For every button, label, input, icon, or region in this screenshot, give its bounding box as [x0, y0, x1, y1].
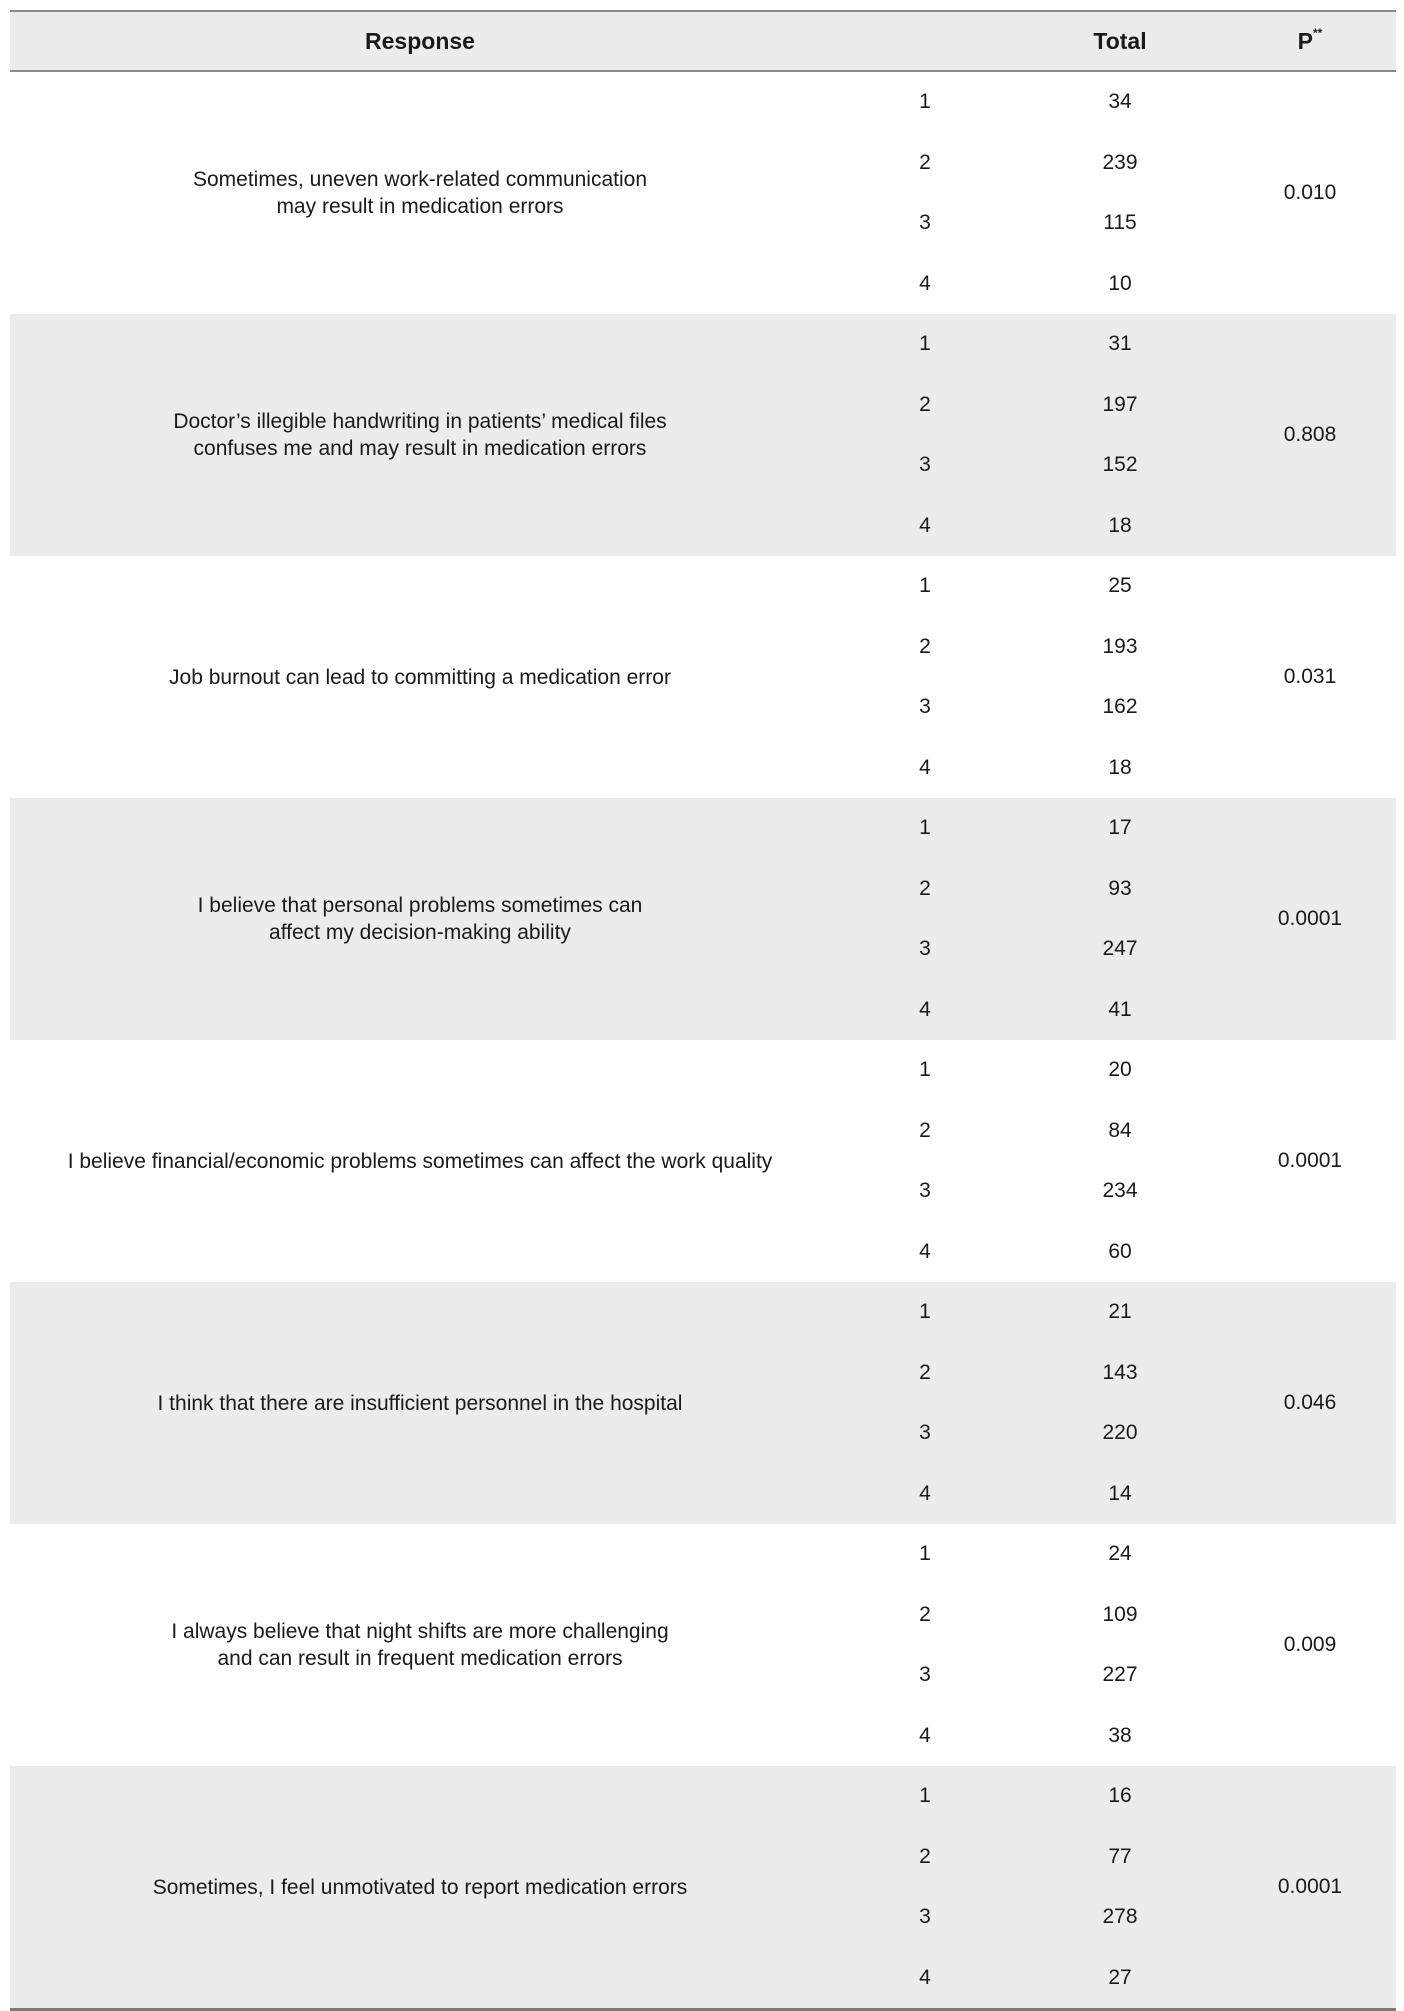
statement-line: Doctor’s illegible handwriting in patients’ medical files [173, 410, 667, 433]
statement-cell [10, 556, 830, 798]
total-cell: 20 [1108, 1058, 1132, 1081]
total-cell: 10 [1108, 271, 1132, 295]
table-header [10, 10, 1396, 72]
total-cell: 152 [1102, 453, 1138, 476]
statement-cell [10, 1040, 830, 1282]
score-cell: 3 [919, 937, 931, 960]
total-cell: 93 [1108, 876, 1132, 900]
score-cell: 3 [919, 1905, 931, 1928]
statement-line: I think that there are insufficient personnel in the hospital [157, 1391, 683, 1415]
score-cell: 1 [919, 1784, 931, 1807]
total-cell: 21 [1108, 1300, 1132, 1323]
statement-line: Sometimes, uneven work-related communication [192, 168, 648, 191]
statement-cell [10, 1524, 830, 1766]
score-cell: 2 [919, 1602, 931, 1626]
total-cell: 34 [1108, 90, 1132, 113]
statement-text [68, 1148, 773, 1175]
total-cell: 31 [1108, 332, 1132, 355]
score-cell: 4 [919, 1965, 931, 1989]
total-cell: 162 [1102, 695, 1138, 718]
survey-table [10, 10, 1396, 2011]
statement-line: confuses me and may result in medication errors [193, 437, 647, 460]
total-cell: 143 [1102, 1360, 1138, 1384]
table-row-group [10, 72, 1396, 314]
statement-line: affect my decision-making ability [269, 921, 571, 944]
total-cell: 234 [1102, 1179, 1138, 1202]
score-cell: 2 [919, 1118, 931, 1142]
statement-text [153, 1874, 688, 1901]
score-cell: 3 [919, 695, 931, 718]
header-total: Total [1093, 28, 1147, 54]
score-cell: 4 [919, 271, 931, 295]
score-cell: 3 [919, 1663, 931, 1686]
statement-cell [10, 1766, 830, 2008]
statement-cell [10, 1282, 830, 1524]
statement-text [173, 408, 666, 462]
score-cell: 2 [919, 392, 931, 416]
total-cell: 227 [1102, 1663, 1138, 1686]
total-cell: 18 [1108, 513, 1132, 537]
statement-line: Job burnout can lead to committing a medication error [169, 665, 671, 689]
score-cell: 4 [919, 513, 931, 537]
score-cell: 4 [919, 1239, 931, 1263]
statement-line: Sometimes, I feel unmotivated to report medication errors [152, 1875, 688, 1899]
total-cell: 25 [1108, 574, 1132, 597]
score-cell: 2 [919, 150, 931, 174]
score-cell: 4 [919, 1723, 931, 1747]
total-cell: 247 [1102, 937, 1138, 960]
p-value-cell: 0.031 [1283, 665, 1337, 688]
statement-cell [10, 72, 830, 314]
statement-text [198, 892, 643, 946]
score-cell: 2 [919, 634, 931, 658]
header-p-superscript: ** [1313, 26, 1323, 40]
total-cell: 17 [1108, 816, 1132, 839]
table-row-group [10, 798, 1396, 1040]
total-cell: 220 [1102, 1421, 1138, 1444]
score-cell: 1 [919, 816, 931, 839]
statement-line: I always believe that night shifts are more challenging [171, 1620, 669, 1643]
table-row-group [10, 1766, 1396, 2008]
p-value-cell: 0.010 [1283, 181, 1337, 204]
table-row-group [10, 1524, 1396, 1766]
statement-line: may result in medication errors [276, 195, 564, 218]
score-cell: 2 [919, 876, 931, 900]
total-cell: 278 [1102, 1905, 1138, 1928]
total-cell: 41 [1108, 997, 1132, 1021]
total-cell: 197 [1102, 392, 1138, 416]
table-row-group [10, 314, 1396, 556]
score-cell: 2 [919, 1844, 931, 1868]
header-p-label: P [1297, 28, 1313, 54]
score-cell: 3 [919, 211, 931, 234]
score-cell: 4 [919, 755, 931, 779]
header-response: Response [365, 28, 475, 54]
total-cell: 27 [1108, 1965, 1132, 1989]
total-cell: 18 [1108, 755, 1132, 779]
statement-text [169, 664, 671, 691]
statement-cell [10, 798, 830, 1040]
statement-line: and can result in frequent medication errors [217, 1647, 623, 1670]
total-cell: 84 [1108, 1118, 1132, 1142]
statement-text [171, 1618, 668, 1672]
total-cell: 24 [1108, 1542, 1132, 1565]
p-value-cell: 0.046 [1283, 1391, 1337, 1414]
statement-cell [10, 314, 830, 556]
score-cell: 4 [919, 1481, 931, 1505]
total-cell: 14 [1108, 1481, 1132, 1505]
p-value-cell: 0.009 [1283, 1633, 1337, 1656]
total-cell: 193 [1102, 634, 1138, 658]
score-cell: 3 [919, 1179, 931, 1202]
score-cell: 2 [919, 1360, 931, 1384]
p-value-cell: 0.0001 [1277, 907, 1343, 930]
total-cell: 16 [1108, 1784, 1132, 1807]
score-cell: 1 [919, 90, 931, 113]
table-row-group [10, 556, 1396, 798]
total-cell: 115 [1103, 211, 1137, 234]
score-cell: 1 [919, 1542, 931, 1565]
total-cell: 60 [1108, 1239, 1132, 1263]
p-value-cell: 0.0001 [1277, 1149, 1343, 1172]
total-cell: 38 [1108, 1723, 1132, 1747]
p-value-cell: 0.0001 [1277, 1875, 1343, 1898]
score-cell: 1 [919, 1300, 931, 1323]
table-row-group [10, 1282, 1396, 1524]
table-row-group [10, 1040, 1396, 1282]
statement-line: I believe financial/economic problems sometimes can affect the work quality [67, 1149, 773, 1173]
total-cell: 109 [1102, 1602, 1138, 1626]
table-body [10, 72, 1396, 2008]
header-p [1200, 12, 1404, 70]
total-cell: 239 [1102, 150, 1138, 174]
score-cell: 3 [919, 453, 931, 476]
score-cell: 3 [919, 1421, 931, 1444]
score-cell: 1 [919, 574, 931, 597]
total-cell: 77 [1108, 1844, 1132, 1868]
score-cell: 4 [919, 997, 931, 1021]
score-cell: 1 [919, 332, 931, 355]
statement-line: I believe that personal problems sometimes can [197, 894, 643, 917]
p-value-cell: 0.808 [1283, 423, 1337, 446]
statement-text [193, 166, 647, 220]
score-cell: 1 [919, 1058, 931, 1081]
statement-text [158, 1390, 683, 1417]
